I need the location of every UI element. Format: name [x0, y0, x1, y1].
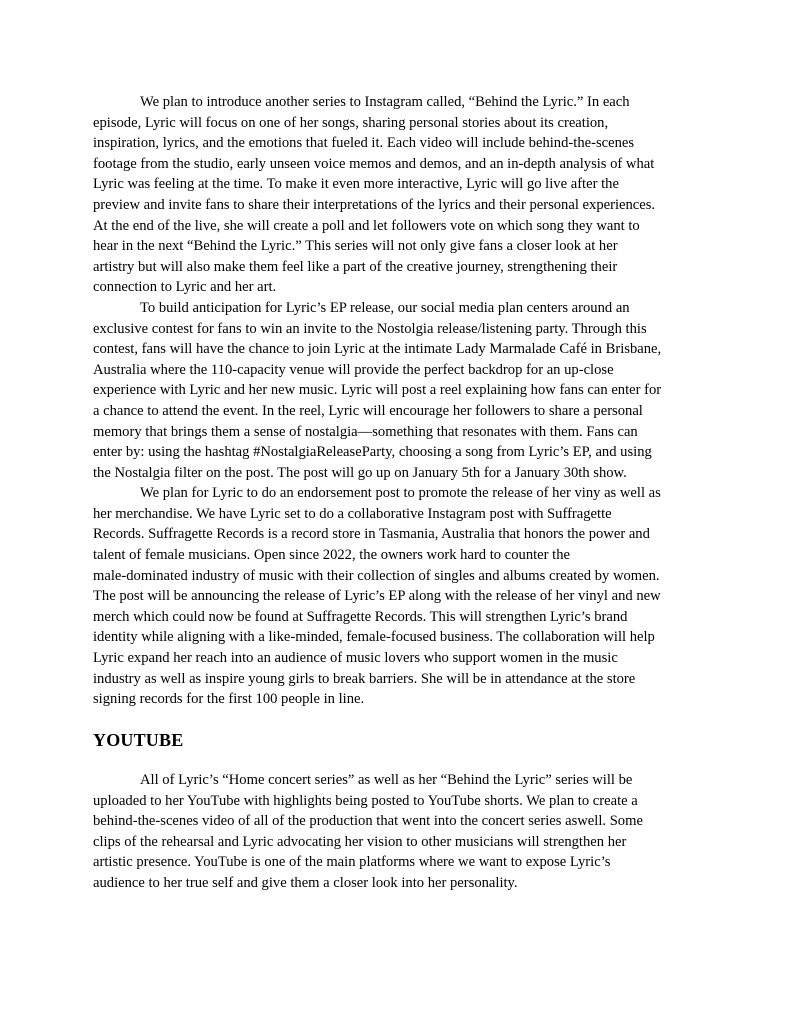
- text-line: signing records for the first 100 people in line.: [93, 691, 365, 708]
- text-line: Australia where the 110-capacity venue will provide the perfect backdrop for an up-close: [93, 361, 614, 378]
- text-line: behind-the-scenes video of all of the production that went into the concert series aswell. Some: [93, 813, 643, 830]
- text-line: contest, fans will have the chance to join Lyric at the intimate Lady Marmalade Café in Brisbane,: [93, 341, 662, 358]
- text-line: experience with Lyric and her new music. Lyric will post a reel explaining how fans can enter for: [93, 382, 662, 399]
- text-line: merch which could now be found at Suffragette Records. This will strengthen Lyric’s brand: [93, 608, 628, 625]
- text-line: preview and invite fans to share their interpretations of the lyrics and their personal experiences.: [93, 196, 656, 213]
- section-heading-youtube: YOUTUBE: [93, 730, 184, 750]
- text-line: enter by: using the hashtag #NostalgiaReleaseParty, choosing a song from Lyric’s EP, and using: [93, 444, 652, 461]
- text-line: the Nostalgia filter on the post. The post will go up on January 5th for a January 30th show.: [93, 464, 627, 481]
- paragraph-endorsement-post: [93, 483, 703, 710]
- text-line: her merchandise. We have Lyric set to do a collaborative Instagram post with Suffragette: [93, 505, 612, 522]
- text-line: Lyric expand her reach into an audience of music lovers who support women in the music: [93, 650, 618, 667]
- text-line: The post will be announcing the release of Lyric’s EP along with the release of her vinyl and new: [93, 588, 661, 605]
- text-line: uploaded to her YouTube with highlights being posted to YouTube shorts. We plan to create a: [93, 792, 638, 809]
- text-line: connection to Lyric and her art.: [93, 279, 277, 296]
- text-line: We plan for Lyric to do an endorsement post to promote the release of her viny as well as: [140, 485, 661, 502]
- text-line: industry as well as inspire young girls to break barriers. She will be in attendance at the store: [93, 670, 636, 687]
- text-line: To build anticipation for Lyric’s EP release, our social media plan centers around an: [140, 299, 630, 316]
- text-line: memory that brings them a sense of nostalgia—something that resonates with them. Fans can: [93, 423, 638, 440]
- text-line: exclusive contest for fans to win an invite to the Nostolgia release/listening party. Through this: [93, 320, 647, 337]
- text-line: inspiration, lyrics, and the emotions that fueled it. Each video will include behind-the-scenes: [93, 135, 635, 152]
- text-line: We plan to introduce another series to Instagram called, “Behind the Lyric.” In each: [140, 94, 630, 110]
- text-line: Lyric was feeling at the time. To make it even more interactive, Lyric will go live after the: [93, 176, 619, 193]
- text-line: a chance to attend the event. In the reel, Lyric will encourage her followers to share a personal: [93, 402, 643, 419]
- text-line: audience to her true self and give them a closer look into her personality.: [93, 874, 518, 891]
- text-line: At the end of the live, she will create a poll and let followers vote on which song they want to: [93, 217, 640, 234]
- instagram-section-body: [93, 92, 703, 710]
- text-line: clips of the rehearsal and Lyric advocating her vision to other musicians will strengthen her: [93, 833, 627, 850]
- paragraph-behind-the-lyric: [93, 92, 703, 298]
- text-line: talent of female musicians. Open since 2022, the owners work hard to counter the: [93, 547, 570, 564]
- text-line: artistic presence. YouTube is one of the main platforms where we want to expose Lyric’s: [93, 854, 611, 871]
- text-line: episode, Lyric will focus on one of her songs, sharing personal stories about its creation,: [93, 114, 609, 131]
- text-line: identity while aligning with a like-minded, female-focused business. The collaboration will help: [93, 629, 655, 646]
- youtube-section-body: [93, 770, 703, 894]
- paragraph-youtube: [93, 770, 703, 894]
- text-line: hear in the next “Behind the Lyric.” This series will not only give fans a closer look at her: [93, 238, 618, 255]
- text-line: artistry but will also make them feel like a part of the creative journey, strengthening their: [93, 258, 618, 275]
- text-line: footage from the studio, early unseen voice memos and demos, and an in-depth analysis of what: [93, 155, 655, 172]
- text-line: male-dominated industry of music with their collection of singles and albums created by women.: [93, 567, 660, 584]
- text-line: All of Lyric’s “Home concert series” as well as her “Behind the Lyric” series will be: [140, 772, 633, 788]
- text-line: Records. Suffragette Records is a record store in Tasmania, Australia that honors the power and: [93, 526, 650, 543]
- paragraph-release-contest: [93, 298, 703, 483]
